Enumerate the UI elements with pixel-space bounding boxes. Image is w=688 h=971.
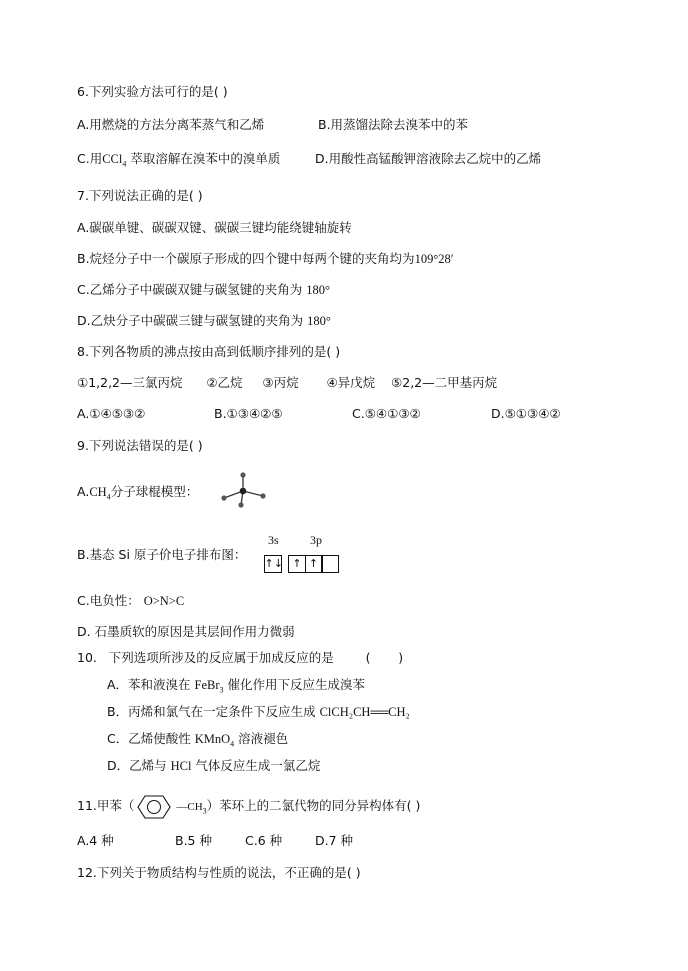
q10-option-c: C．乙烯使酸性 KMnO$_4$ 溶液褪色 xyxy=(107,731,289,749)
q9-option-d: D. 石墨质软的原因是其层间作用力微弱 xyxy=(77,624,295,639)
q6-option-a: A.用燃烧的方法分离苯蒸气和乙烯 xyxy=(77,117,265,132)
q7-option-b: B.烷烃分子中一个碳原子形成的四个键中每两个键的夹角均为109°28′ xyxy=(77,251,454,266)
q11-option-d: D.7 种 xyxy=(315,833,354,848)
q9-option-a: $A.CH_4$分子球棍模型： xyxy=(77,484,199,502)
q7-stem: 7.下列说法正确的是( ) xyxy=(77,188,203,203)
q6-option-c: C.用CCl$_4$ 萃取溶解在溴苯中的溴单质 xyxy=(77,151,281,169)
q7-option-d: D.乙炔分子中碳碳三键与碳氢键的夹角为 180° xyxy=(77,313,331,328)
q8-option-b: B.①③④②⑤ xyxy=(214,406,283,421)
q6-stem: 6.下列实验方法可行的是( ) xyxy=(77,84,228,99)
q6-option-d: D.用酸性高锰酸钾溶液除去乙烷中的乙烯 xyxy=(315,151,542,166)
orbital-3p-box-1: ↑ xyxy=(288,555,306,573)
orbital-3p-label: 3p xyxy=(310,533,322,547)
ch4-ball-stick-model-icon xyxy=(217,471,273,511)
orbital-3p-box-3 xyxy=(321,555,339,573)
q8-stem: 8.下列各物质的沸点按由高到低顺序排列的是( ) xyxy=(77,344,341,359)
q12-stem: 12.下列关于物质结构与性质的说法，不正确的是( ) xyxy=(77,865,361,880)
q11-option-c: C.6 种 xyxy=(245,833,283,848)
q9-option-b: B.基态 Si 原子价电子排布图： xyxy=(77,547,247,562)
q7-option-c: C.乙烯分子中碳碳双键与碳氢键的夹角为 180° xyxy=(77,282,330,297)
q11-option-b: B.5 种 xyxy=(175,833,212,848)
orbital-diagram xyxy=(265,553,339,573)
q6-option-b: B.用蒸馏法除去溴苯中的苯 xyxy=(318,117,469,132)
q8-option-c: C.⑤④①③② xyxy=(352,406,421,421)
q11-stem: 11.甲苯（ $—CH_3$）苯环上的二氯代物的同分异构体有( ) xyxy=(77,798,420,820)
q7-option-a: A.碳碳单键、碳碳双键、碳碳三键均能绕键轴旋转 xyxy=(77,220,352,235)
q10-option-b: B．丙烯和氯气在一定条件下反应生成 ClCH₂CH══CH₂ xyxy=(107,704,410,719)
orbital-3s-label: 3s xyxy=(268,533,279,547)
orbital-3s-box: ↑↓ xyxy=(264,555,282,573)
orbital-3p-box-2: ↑ xyxy=(305,555,323,573)
q10-option-a: A．苯和液溴在 FeBr$_3$ 催化作用下反应生成溴苯 xyxy=(107,677,366,695)
q11-option-a: A.4 种 xyxy=(77,833,114,848)
benzene-ring-icon xyxy=(134,794,176,820)
q9-stem: 9.下列说法错误的是( ) xyxy=(77,438,203,453)
q8-items: ①1,2,2—三氯丙烷 ②乙烷 ③丙烷 ④异戊烷 ⑤2,2—二甲基丙烷 xyxy=(77,375,498,390)
q9-option-c: C.电负性： O>N>C xyxy=(77,593,185,608)
q8-option-d: D.⑤①③④② xyxy=(491,406,561,421)
q10-option-d: D．乙烯与 HCl 气体反应生成一氯乙烷 xyxy=(107,758,321,773)
q10-stem: 10. 下列选项所涉及的反应属于加成反应的是 ( ) xyxy=(77,650,404,665)
q8-option-a: A.①④⑤③② xyxy=(77,406,146,421)
